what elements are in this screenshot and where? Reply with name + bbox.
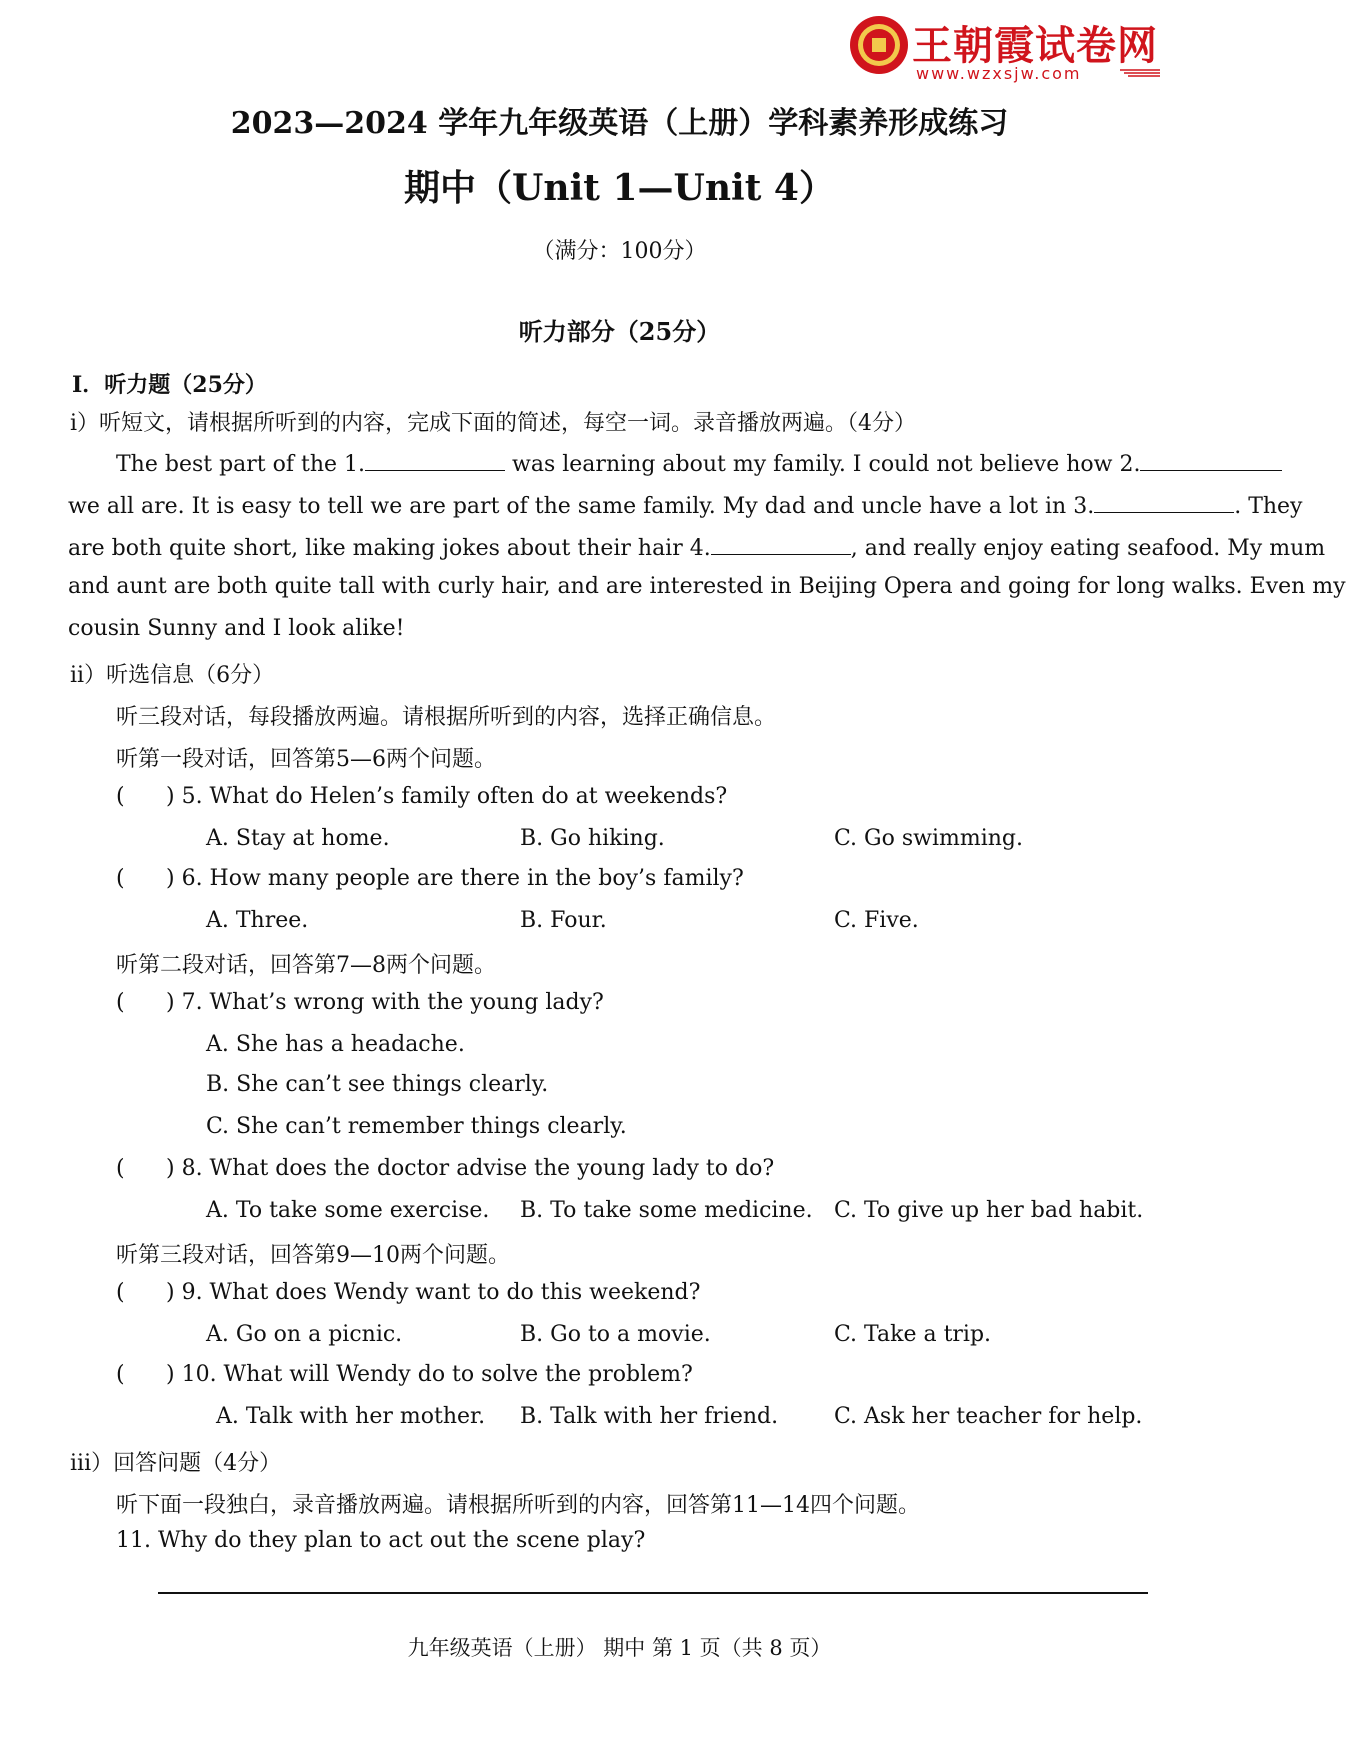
sub-i-heading: i）听短文，请根据所听到的内容，完成下面的简述，每空一词。录音播放两遍。（4分） — [70, 411, 917, 436]
answer-blank-2[interactable] — [1140, 448, 1282, 471]
option-a[interactable]: A. She has a headache. — [206, 1032, 465, 1057]
passage-text: The best part of the 1. — [116, 452, 366, 477]
option-b[interactable]: B. Four. — [520, 908, 607, 933]
page-footer: 九年级英语（上册） 期中 第 1 页（共 8 页） — [407, 1636, 832, 1660]
option-b[interactable]: B. To take some medicine. — [520, 1198, 813, 1223]
question-8: ) 8. What does the doctor advise the young lady to do? — [166, 1156, 775, 1181]
passage-line-2 — [68, 490, 1302, 519]
exam-title: 2023—2024 学年九年级英语（上册）学科素养形成练习 — [230, 106, 1009, 141]
option-a[interactable]: A. Stay at home. — [206, 826, 390, 851]
exam-subtitle: 期中（Unit 1—Unit 4） — [404, 167, 835, 209]
option-a[interactable]: A. Talk with her mother. — [216, 1404, 486, 1429]
answer-paren[interactable]: ( — [116, 866, 125, 891]
question-5: ) 5. What do Helen’s family often do at weekends? — [166, 784, 728, 809]
option-c[interactable]: C. To give up her bad habit. — [834, 1198, 1144, 1223]
dialog-3-label: 听第三段对话，回答第9—10两个问题。 — [116, 1243, 510, 1268]
option-a[interactable]: A. Three. — [206, 908, 309, 933]
option-b[interactable]: B. She can’t see things clearly. — [206, 1072, 549, 1097]
option-c[interactable]: C. Go swimming. — [834, 826, 1024, 851]
sub-iii-instruction: 听下面一段独白，录音播放两遍。请根据所听到的内容，回答第11—14四个问题。 — [116, 1493, 920, 1518]
answer-paren[interactable]: ( — [116, 784, 125, 809]
passage-line-5: cousin Sunny and I look alike! — [68, 616, 405, 641]
question-11: 11. Why do they plan to act out the scene play? — [116, 1528, 646, 1553]
part-heading: I．听力题（25分） — [72, 372, 267, 398]
option-b[interactable]: B. Go hiking. — [520, 826, 665, 851]
passage-text: , and really enjoy eating seafood. My mum — [850, 536, 1326, 561]
footer-divider — [158, 1592, 1148, 1594]
site-logo — [848, 14, 1168, 83]
section-title: 听力部分（25分） — [518, 317, 721, 346]
option-a[interactable]: A. Go on a picnic. — [206, 1322, 403, 1347]
question-7: ) 7. What’s wrong with the young lady? — [166, 990, 604, 1015]
seal-icon — [848, 14, 910, 76]
sub-iii-heading: iii）回答问题（4分） — [70, 1451, 282, 1476]
answer-paren[interactable]: ( — [116, 1280, 125, 1305]
option-c[interactable]: C. Five. — [834, 908, 919, 933]
passage-text: we all are. It is easy to tell we are part of the same family. My dad and uncle have a lot in 3. — [68, 494, 1095, 519]
question-6: ) 6. How many people are there in the boy’s family? — [166, 866, 744, 891]
question-10: ) 10. What will Wendy do to solve the problem? — [166, 1362, 693, 1387]
passage-text: was learning about my family. I could not believe how 2. — [505, 452, 1141, 477]
passage-line-4: and aunt are both quite tall with curly hair, and are interested in Beijing Opera and going for long walks. Even my — [68, 574, 1346, 599]
decor-lines-icon — [1120, 68, 1160, 78]
answer-blank-1[interactable] — [365, 448, 505, 471]
option-c[interactable]: C. Ask her teacher for help. — [834, 1404, 1143, 1429]
question-9: ) 9. What does Wendy want to do this weekend? — [166, 1280, 701, 1305]
dialog-2-label: 听第二段对话，回答第7—8两个问题。 — [116, 953, 496, 978]
answer-blank-3[interactable] — [1094, 490, 1234, 513]
logo-url: www.wzxsjw.com — [916, 64, 1082, 83]
passage-line-1 — [116, 448, 1282, 477]
full-score: （满分：100分） — [532, 239, 707, 264]
option-a[interactable]: A. To take some exercise. — [206, 1198, 490, 1223]
sub-ii-instruction: 听三段对话，每段播放两遍。请根据所听到的内容，选择正确信息。 — [116, 705, 777, 730]
logo-text: 王朝霞试卷网 — [912, 23, 1158, 69]
passage-text: . They — [1234, 494, 1303, 519]
answer-blank-4[interactable] — [711, 532, 851, 555]
answer-paren[interactable]: ( — [116, 1156, 125, 1181]
dialog-1-label: 听第一段对话，回答第5—6两个问题。 — [116, 747, 496, 772]
answer-paren[interactable]: ( — [116, 990, 125, 1015]
passage-text: are both quite short, like making jokes about their hair 4. — [68, 536, 711, 561]
answer-paren[interactable]: ( — [116, 1362, 125, 1387]
option-b[interactable]: B. Talk with her friend. — [520, 1404, 779, 1429]
sub-ii-heading: ii）听选信息（6分） — [70, 663, 275, 688]
passage-line-3 — [68, 532, 1325, 561]
option-c[interactable]: C. She can’t remember things clearly. — [206, 1114, 627, 1139]
option-b[interactable]: B. Go to a movie. — [520, 1322, 711, 1347]
option-c[interactable]: C. Take a trip. — [834, 1322, 992, 1347]
